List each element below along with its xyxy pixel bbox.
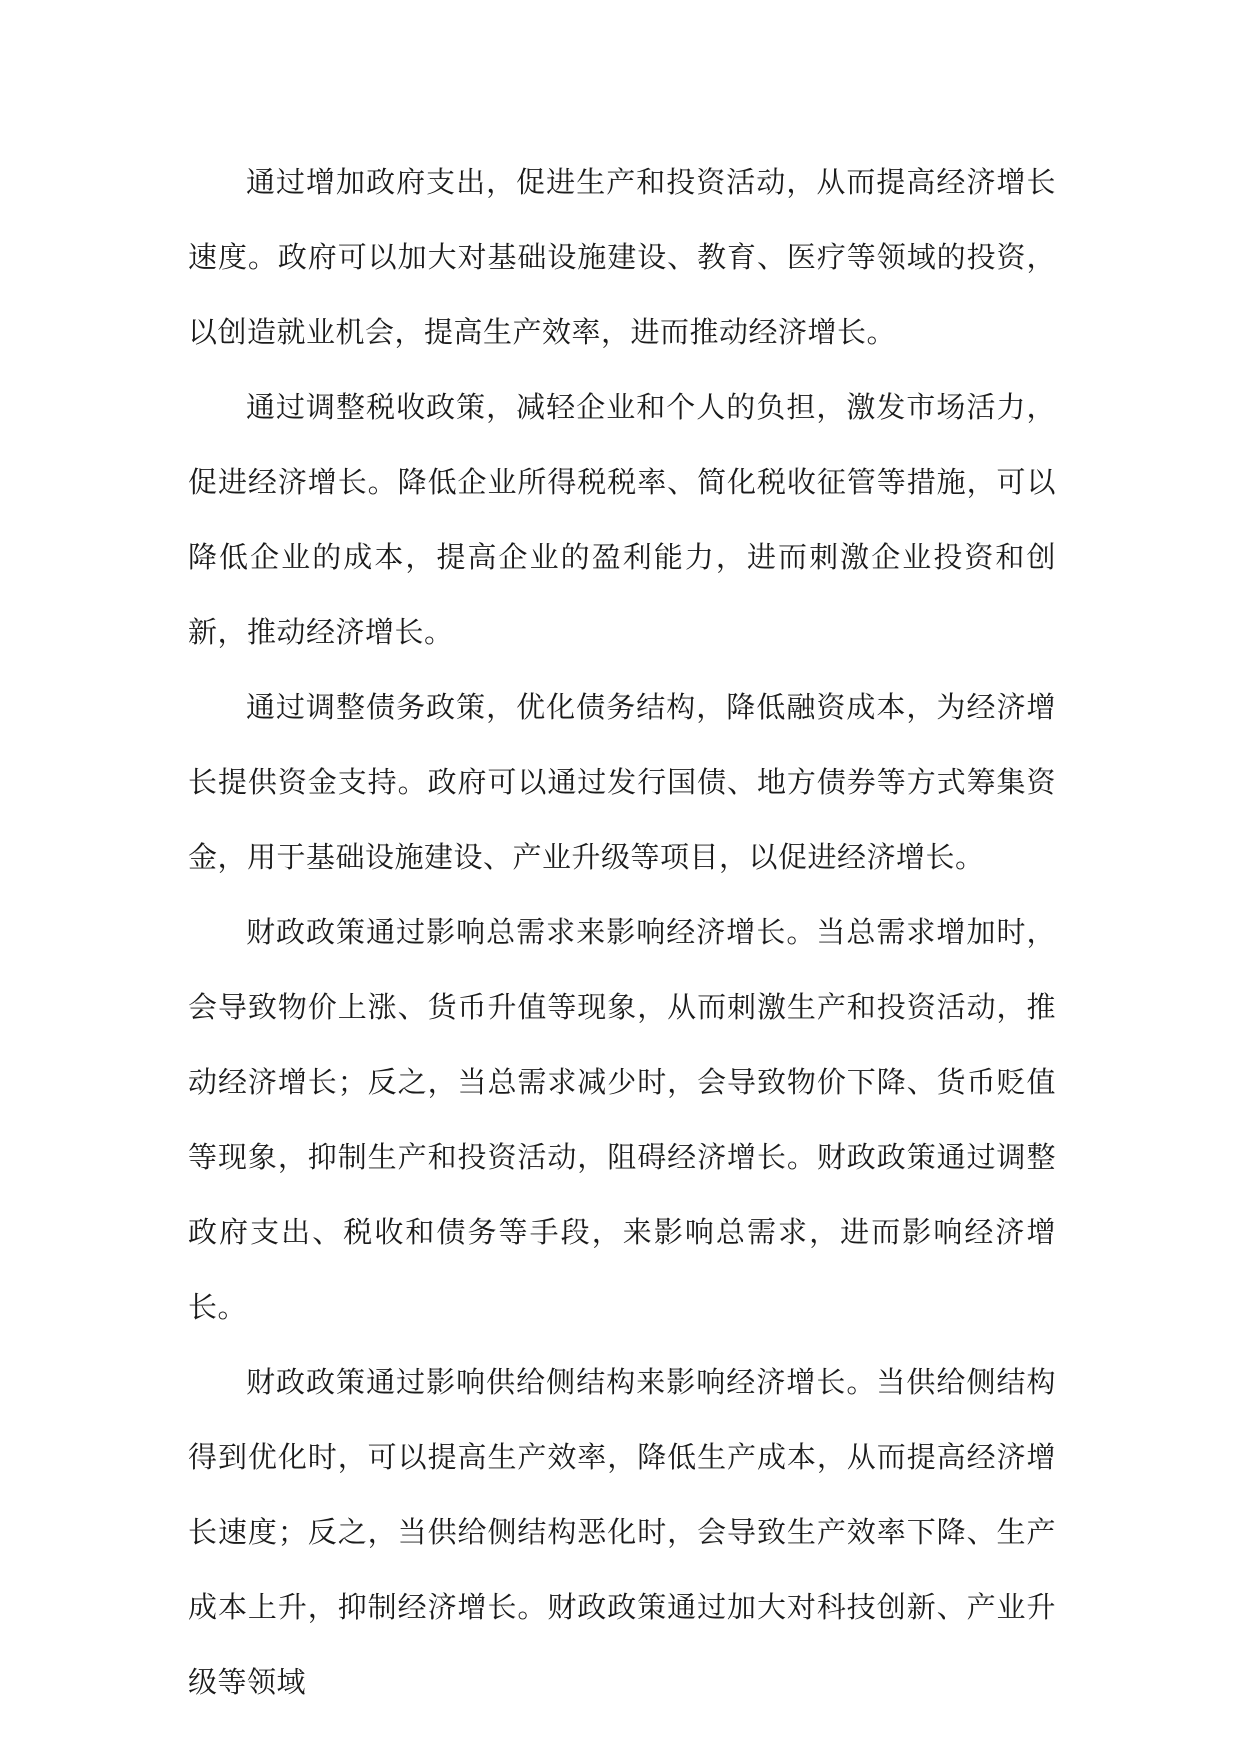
paragraph-tax-policy: 通过调整税收政策，减轻企业和个人的负担，激发市场活力，促进经济增长。降低企业所得税税率、简化税收征管等措施，可以降低企业的成本，提高企业的盈利能力，进而刺激企业投资和创新，推动经济增长。 [188, 390, 1056, 649]
paragraph-debt-policy: 通过调整债务政策，优化债务结构，降低融资成本，为经济增长提供资金支持。政府可以通过发行国债、地方债券等方式筹集资金，用于基础设施建设、产业升级等项目，以促进经济增长。 [188, 690, 1056, 874]
paragraph-government-spending: 通过增加政府支出，促进生产和投资活动，从而提高经济增长速度。政府可以加大对基础设施建设、教育、医疗等领域的投资，以创造就业机会，提高生产效率，进而推动经济增长。 [188, 165, 1056, 349]
document-body [188, 145, 1056, 1720]
paragraph-supply-side: 财政政策通过影响供给侧结构来影响经济增长。当供给侧结构得到优化时，可以提高生产效率，降低生产成本，从而提高经济增长速度；反之，当供给侧结构恶化时，会导致生产效率下降、生产成本上升，抑制经济增长。财政政策通过加大对科技创新、产业升级等领域 [188, 1365, 1056, 1699]
paragraph-aggregate-demand: 财政政策通过影响总需求来影响经济增长。当总需求增加时，会导致物价上涨、货币升值等现象，从而刺激生产和投资活动，推动经济增长；反之，当总需求减少时，会导致物价下降、货币贬值等现象，抑制生产和投资活动，阻碍经济增长。财政政策通过调整政府支出、税收和债务等手段，来影响总需求，进而影响经济增长。 [188, 915, 1056, 1324]
